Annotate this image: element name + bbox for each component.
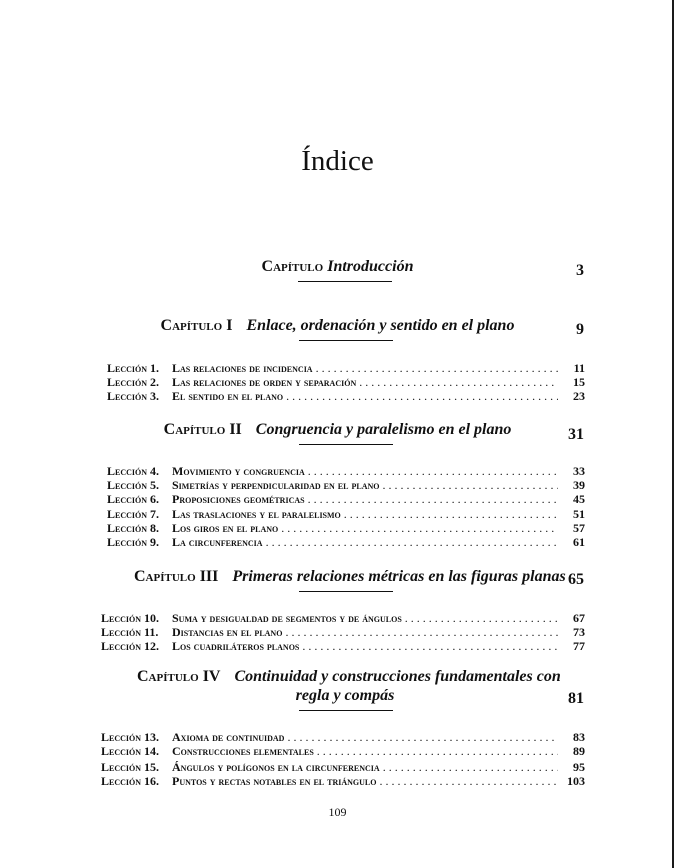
lesson-title: Construcciones elementales . . . [172, 744, 558, 758]
lesson-title: Las traslaciones y el paralelismo . . . [172, 507, 558, 521]
lesson-label: Lección 5. [107, 478, 160, 492]
lesson-page-number: 51 [573, 507, 585, 521]
chapter-heading-introduccion [0, 257, 675, 287]
lesson-label: Lección 16. [101, 774, 160, 788]
chapter-underline [299, 444, 393, 445]
chapter-number: IV [202, 668, 221, 685]
chapter-underline [299, 591, 393, 592]
lesson-entry [0, 744, 675, 758]
lesson-page-number: 95 [573, 760, 585, 774]
lesson-page-number: 33 [573, 464, 585, 478]
chapter-underline [299, 710, 393, 711]
lesson-label: Lección 14. [101, 744, 160, 758]
lesson-label: Lección 9. [107, 535, 160, 549]
lesson-entry [0, 625, 675, 639]
lesson-page-number: 77 [573, 639, 585, 653]
chapter-title-line-2: regla y compás [295, 687, 395, 704]
lesson-entry [0, 507, 675, 521]
lesson-entry [0, 774, 675, 788]
page-number-footer: 109 [328, 805, 347, 819]
lesson-page-number: 103 [567, 774, 585, 788]
lesson-title: El sentido en el plano . . . [172, 389, 558, 403]
page-title: Índice [301, 145, 374, 177]
lesson-entry [0, 464, 675, 478]
chapter-prefix: Capítulo [160, 317, 223, 334]
chapter-underline [298, 281, 392, 282]
chapter-prefix: Capítulo [163, 421, 226, 438]
lesson-title: Los cuadriláteros planos . . . [172, 639, 558, 653]
lesson-entry [0, 521, 675, 535]
lesson-title: Ángulos y polígonos en la circunferencia . . . [172, 760, 558, 774]
lesson-title: Axioma de continuidad . . . [172, 730, 558, 744]
chapter-number: III [199, 568, 219, 585]
lesson-page-number: 45 [573, 492, 585, 506]
lesson-title: Las relaciones de incidencia . . . [172, 361, 558, 375]
chapter-page-number: 31 [568, 426, 584, 443]
chapter-heading-i [0, 316, 675, 346]
lesson-label: Lección 3. [107, 389, 160, 403]
lesson-label: Lección 7. [107, 507, 160, 521]
lesson-entry [0, 478, 675, 492]
lesson-page-number: 39 [573, 478, 585, 492]
lesson-entry [0, 611, 675, 625]
chapter-heading-iv [0, 667, 675, 715]
chapter-page-number: 65 [568, 571, 584, 588]
lesson-label: Lección 12. [101, 639, 160, 653]
lesson-label: Lección 11. [101, 625, 159, 639]
chapter-heading-ii [0, 420, 675, 450]
lesson-page-number: 73 [573, 625, 585, 639]
lesson-page-number: 23 [573, 389, 585, 403]
lesson-entry [0, 492, 675, 506]
lesson-page-number: 83 [573, 730, 585, 744]
lesson-label: Lección 4. [107, 464, 160, 478]
lesson-page-number: 67 [573, 611, 585, 625]
lesson-entry [0, 361, 675, 375]
chapter-number: II [229, 421, 242, 438]
chapter-title: Enlace, ordenación y sentido en el plano [246, 317, 515, 334]
chapter-prefix: Capítulo [261, 258, 324, 275]
lesson-page-number: 11 [573, 361, 585, 375]
lesson-entry [0, 535, 675, 549]
lesson-title: Las relaciones de orden y separación . . . [172, 375, 558, 389]
lesson-label: Lección 1. [107, 361, 160, 375]
lesson-page-number: 15 [573, 375, 585, 389]
lesson-title: Simetrías y perpendicularidad en el plano . . . [172, 478, 558, 492]
chapter-title: Introducción [327, 258, 414, 275]
lesson-title: Movimiento y congruencia . . . [172, 464, 558, 478]
lesson-entry [0, 639, 675, 653]
chapter-prefix: Capítulo [137, 668, 199, 685]
chapter-page-number: 3 [576, 262, 584, 279]
lesson-label: Lección 6. [107, 492, 160, 506]
chapter-title: Primeras relaciones métricas en las figuras planas [232, 568, 566, 585]
lesson-page-number: 89 [573, 744, 585, 758]
lesson-entry [0, 389, 675, 403]
chapter-heading-iii [0, 567, 675, 597]
lesson-title: Los giros en el plano . . . [172, 521, 558, 535]
lesson-entry [0, 760, 675, 774]
lesson-title: Puntos y rectas notables en el triángulo . . . [172, 774, 558, 788]
lesson-title: Distancias en el plano . . . [172, 625, 558, 639]
lesson-entry [0, 730, 675, 744]
chapter-page-number: 9 [576, 321, 584, 338]
lesson-label: Lección 13. [101, 730, 160, 744]
lesson-label: Lección 8. [107, 521, 160, 535]
lesson-page-number: 57 [573, 521, 585, 535]
chapter-number: I [226, 317, 233, 334]
chapter-underline [299, 340, 393, 341]
lesson-label: Lección 15. [101, 760, 160, 774]
chapter-title-line-1: Continuidad y construcciones fundamentales con [234, 668, 561, 685]
lesson-title: Proposiciones geométricas . . . [172, 492, 558, 506]
lesson-title: La circunferencia . . . [172, 535, 558, 549]
chapter-title: Congruencia y paralelismo en el plano [255, 421, 512, 438]
chapter-page-number: 81 [568, 690, 584, 707]
chapter-prefix: Capítulo [134, 568, 196, 585]
lesson-entry [0, 375, 675, 389]
lesson-title: Suma y desigualdad de segmentos y de ángulos . . . [172, 611, 558, 625]
lesson-label: Lección 2. [107, 375, 160, 389]
lesson-label: Lección 10. [101, 611, 160, 625]
lesson-page-number: 61 [573, 535, 585, 549]
